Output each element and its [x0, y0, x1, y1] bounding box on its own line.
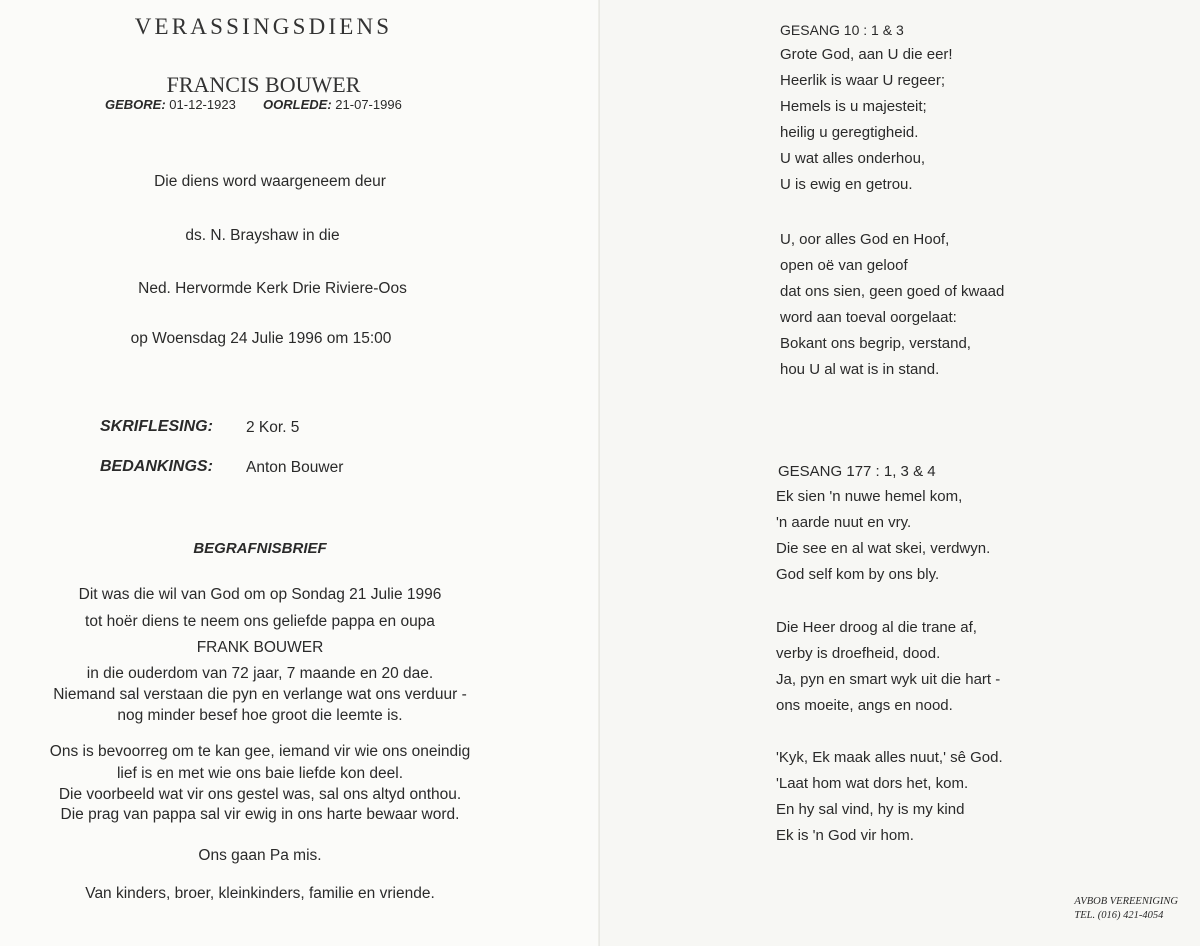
life-dates — [105, 97, 402, 112]
letter-line: Ons is bevoorreg om te kan gee, iemand vir wie ons oneindig — [49, 743, 471, 760]
verse-line: U wat alles onderhou, — [780, 150, 926, 167]
verse-line: En hy sal vind, hy is my kind — [776, 801, 965, 818]
verse-line: Grote God, aan U die eer! — [780, 46, 953, 63]
verse-line: 'Laat hom wat dors het, kom. — [776, 775, 969, 792]
verse-line: Die Heer droog al die trane af, — [776, 619, 977, 636]
hymn-verse — [780, 42, 953, 198]
service-line: ds. N. Brayshaw in die — [185, 227, 340, 244]
verse-line: Ek is 'n God vir hom. — [776, 827, 914, 844]
verse-line: U, oor alles God en Hoof, — [780, 231, 950, 248]
deceased-name: FRANCIS BOUWER — [166, 72, 361, 97]
hymn-verse — [776, 484, 990, 588]
hymn-verse — [776, 615, 1000, 719]
verse-line: ons moeite, angs en nood. — [776, 697, 953, 714]
letter-line: in die ouderdom van 72 jaar, 7 maande en 20 dae. — [86, 665, 434, 682]
hymn-title: GESANG 10 : 1 & 3 — [780, 22, 904, 38]
verse-line: God self kom by ons bly. — [776, 566, 940, 583]
verse-line: heilig u geregtigheid. — [780, 124, 919, 141]
letter-line: Niemand sal verstaan die pyn en verlange wat ons verduur - — [53, 686, 467, 703]
page-title: VERASSINGSDIENS — [134, 14, 393, 39]
letter-line: Van kinders, broer, kleinkinders, familie en vriende. — [85, 885, 435, 902]
verse-line: Heerlik is waar U regeer; — [780, 72, 946, 89]
died-label: OORLEDE: — [263, 97, 332, 112]
born-date: 01-12-1923 — [169, 97, 236, 112]
verse-line: hou U al wat is in stand. — [780, 361, 940, 378]
verse-line: Die see en al wat skei, verdwyn. — [776, 540, 991, 557]
letter-line: tot hoër diens te neem ons geliefde pappa en oupa — [85, 613, 435, 630]
letter-line: Dit was die wil van God om op Sondag 21 Julie 1996 — [78, 586, 442, 603]
verse-line: Ek sien 'n nuwe hemel kom, — [776, 488, 963, 505]
verse-line: Bokant ons begrip, verstand, — [780, 335, 971, 352]
letter-line: nog minder besef hoe groot die leemte is. — [117, 707, 403, 724]
letter-line: lief is en met wie ons baie liefde kon deel. — [116, 765, 404, 782]
thanks-value: Anton Bouwer — [246, 459, 344, 476]
verse-line: open oë van geloof — [780, 257, 908, 274]
verse-line: verby is droefheid, dood. — [776, 645, 941, 662]
publisher-footer — [1074, 895, 1178, 923]
verse-line: U is ewig en getrou. — [780, 176, 913, 193]
verse-line: Ja, pyn en smart wyk uit die hart - — [776, 671, 1001, 688]
scripture-value: 2 Kor. 5 — [246, 419, 300, 436]
service-line: op Woensdag 24 Julie 1996 om 15:00 — [130, 330, 392, 347]
verse-line: Hemels is u majesteit; — [780, 98, 927, 115]
letter-line: Ons gaan Pa mis. — [198, 847, 322, 864]
born-label: GEBORE: — [105, 97, 166, 112]
hymn-verse — [776, 745, 1003, 849]
hymn-title: GESANG 177 : 1, 3 & 4 — [778, 463, 936, 480]
letter-line: Die voorbeeld wat vir ons gestel was, sal ons altyd onthou. — [58, 786, 462, 803]
verse-line: dat ons sien, geen goed of kwaad — [780, 283, 1005, 300]
died-date: 21-07-1996 — [335, 97, 402, 112]
publisher-phone: TEL. (016) 421-4054 — [1074, 910, 1164, 921]
verse-line: word aan toeval oorgelaat: — [780, 309, 957, 326]
letter-line: Die prag van pappa sal vir ewig in ons harte bewaar word. — [60, 806, 460, 823]
verse-line: 'Kyk, Ek maak alles nuut,' sê God. — [776, 749, 1003, 766]
service-line: Die diens word waargeneem deur — [154, 173, 386, 190]
verse-line: 'n aarde nuut en vry. — [776, 514, 912, 531]
service-line: Ned. Hervormde Kerk Drie Riviere-Oos — [138, 280, 407, 297]
publisher-name: AVBOB VEREENIGING — [1074, 896, 1178, 907]
letter-title: BEGRAFNISBRIEF — [193, 540, 327, 557]
scripture-label: SKRIFLESING: — [100, 418, 213, 435]
letter-line: FRANK BOUWER — [196, 639, 324, 656]
thanks-label: BEDANKINGS: — [100, 458, 213, 475]
hymn-verse — [780, 227, 1004, 383]
